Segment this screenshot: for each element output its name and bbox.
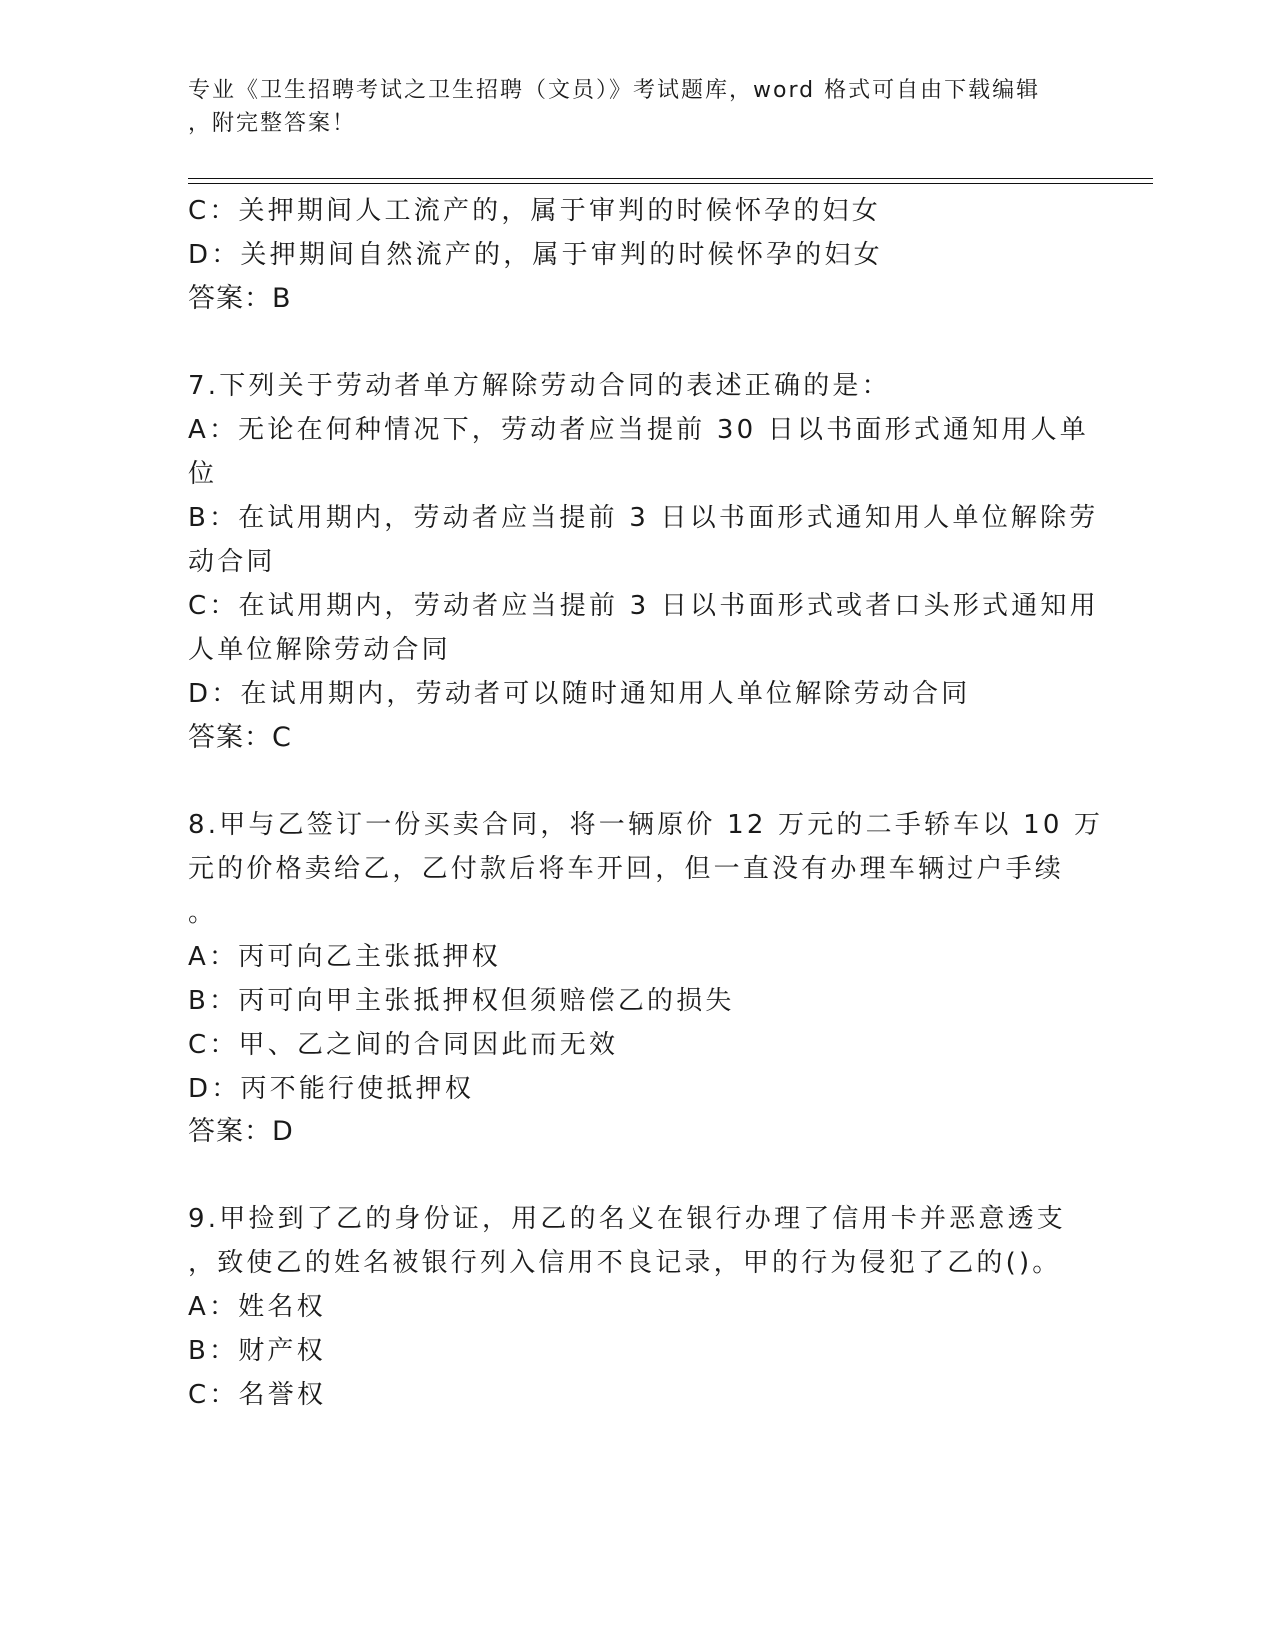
q8-stem-line2: 元的价格卖给乙，乙付款后将车开回，但一直没有办理车辆过户手续 [188,854,1065,884]
q7-option-a-line1: A：无论在何种情况下，劳动者应当提前 30 日以书面形式通知用人单 [188,415,1090,445]
q9-option-a: A：姓名权 [188,1292,326,1322]
header-line-1: 专业《卫生招聘考试之卫生招聘（文员）》考试题库，word 格式可自由下载编辑 [188,78,1041,103]
q7-option-c-line1: C：在试用期内，劳动者应当提前 3 日以书面形式或者口头形式通知用 [188,591,1099,621]
q8-option-a: A：丙可向乙主张抵押权 [188,942,501,972]
q9-stem-line1: 9.甲捡到了乙的身份证，用乙的名义在银行办理了信用卡并恶意透支 [188,1204,1067,1234]
q9-stem-line2: ，致使乙的姓名被银行列入信用不良记录，甲的行为侵犯了乙的()。 [188,1248,1062,1278]
q9-option-b: B：财产权 [188,1336,326,1366]
header-line-2: ，附完整答案！ [188,111,357,136]
document-header [188,74,1088,140]
q7-option-c-line2: 人单位解除劳动合同 [188,635,451,665]
q6-option-c: C：关押期间人工流产的，属于审判的时候怀孕的妇女 [188,196,881,226]
q7-stem: 7.下列关于劳动者单方解除劳动合同的表述正确的是： [188,371,891,401]
q8-option-c: C：甲、乙之间的合同因此而无效 [188,1030,619,1060]
q8-option-d: D：丙不能行使抵押权 [188,1074,475,1104]
header-divider-bottom [188,183,1153,184]
q9-option-c: C：名誉权 [188,1380,327,1410]
q7-answer: 答案：C [188,722,292,753]
q7-option-b-line1: B：在试用期内，劳动者应当提前 3 日以书面形式通知用人单位解除劳 [188,503,1099,533]
q8-stem-line3: 。 [188,898,218,928]
q7-option-d: D：在试用期内，劳动者可以随时通知用人单位解除劳动合同 [188,679,971,709]
q7-option-a-line2: 位 [188,459,218,489]
header-divider-top [188,178,1153,179]
q7-option-b-line2: 动合同 [188,547,276,577]
q8-option-b: B：丙可向甲主张抵押权但须赔偿乙的损失 [188,986,735,1016]
q8-answer: 答案：D [188,1116,294,1147]
q6-answer: 答案：B [188,283,292,314]
q8-stem-line1: 8.甲与乙签订一份买卖合同，将一辆原价 12 万元的二手轿车以 10 万 [188,810,1104,840]
q6-option-d: D：关押期间自然流产的，属于审判的时候怀孕的妇女 [188,240,883,270]
